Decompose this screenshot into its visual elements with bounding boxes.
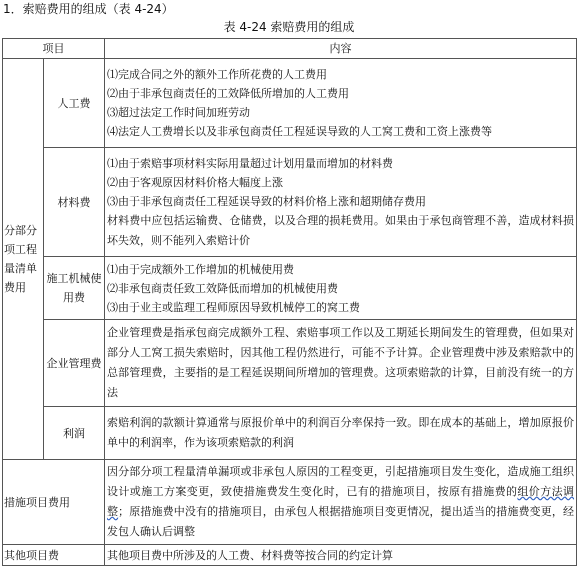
table-row: [3, 59, 577, 148]
content-note: 材料费中应包括运输费、仓储费，以及合理的损耗费用。如果由于承包商管理不善，造成材料损坏失效，则不能列入索赔计价: [107, 213, 574, 247]
row-label: 人工费: [44, 59, 105, 148]
content-line: ⑶超过法定工作时间加班劳动: [107, 106, 250, 119]
content-text: 索赔利润的款额计算通常与原报价单中的利润百分率保持一致。即在成本的基础上，增加原报价单中的利润率，作为该项索赔款的利润: [107, 416, 574, 449]
row-label: 材料费: [44, 148, 105, 257]
content-line: ⑶由于业主或监理工程师原因导致机械停工的窝工费: [107, 300, 360, 314]
row-content: [105, 460, 577, 545]
row-label: 施工机械使用费: [44, 257, 105, 320]
content-line: ⑶由于非承包商责任工程延误导致的材料价格上涨和超期储存费用: [107, 194, 426, 208]
content-text-part: ；原措施费中没有的措施项目，由承包人根据措施项目变更情况，提出适当的措施费变更，经发包人确认后调整: [107, 505, 574, 538]
table-caption: 表 4-24 索赔费用的组成: [223, 20, 355, 34]
category-label: 措施项目费用: [3, 460, 105, 545]
content-line: ⑵非承包商责任致工效降低而增加的机械使用费: [107, 281, 338, 295]
table-row: [3, 545, 577, 566]
content-line: ⑵由于非承包商责任的工效降低所增加的人工费用: [107, 87, 349, 100]
content-line: ⑷法定人工费增长以及非承包商责任工程延误导致的人工窝工费和工资上涨费等: [107, 125, 492, 138]
category-label: 分部分项工程量清单费用: [3, 59, 44, 460]
row-content: [105, 407, 577, 460]
content-text-part: 因分部分项工程量清单漏项或非承包人原因的工程变更，引起措施项目发生变化，造成施工组织设计或施工方案变更，致使措施费发生变化时，已有的措施项目，按原有措施费的: [107, 465, 574, 498]
table-header-row: [3, 39, 577, 59]
content-text: [107, 462, 574, 542]
content-line: ⑴完成合同之外的额外工作所花费的人工费用: [107, 68, 327, 81]
section-heading: 1．索赔费用的组成（表 4-24）: [3, 2, 174, 16]
row-content: [105, 545, 577, 566]
table-row: [3, 407, 577, 460]
row-content: [105, 257, 577, 320]
header-content: 内容: [105, 39, 577, 59]
underlined-text: 组价方法调整: [107, 485, 575, 518]
row-label: 利润: [44, 407, 105, 460]
table-row: [3, 257, 577, 320]
row-content: [105, 320, 577, 407]
row-content: [105, 148, 577, 257]
table-row: [3, 460, 577, 545]
row-label: 企业管理费: [44, 320, 105, 407]
row-content: [105, 59, 577, 148]
category-label: 其他项目费: [3, 545, 105, 566]
header-item: 项目: [3, 39, 105, 59]
table-row: [3, 148, 577, 257]
table-row: [3, 320, 577, 407]
content-line: ⑴由于索赔事项材料实际用量超过计划用量而增加的材料费: [107, 156, 393, 170]
content-line: ⑴由于完成额外工作增加的机械使用费: [107, 262, 294, 276]
content-text: 企业管理费是指承包商完成额外工程、索赔事项工作以及工期延长期间发生的管理费，但如果对部分人工窝工损失索赔时，因其他工程仍然进行，可能不予计算。企业管理费中涉及索赔款中的总部管理费，主要指的是工程延误期间所增加的管理费。这项索赔款的计算，目前没有统一的方法: [107, 326, 574, 399]
claim-cost-table: [2, 38, 577, 566]
content-text: 其他项目费中所涉及的人工费、材料费等按合同的约定计算: [107, 548, 393, 562]
content-line: ⑵由于客观原因材料价格大幅度上涨: [107, 175, 283, 189]
